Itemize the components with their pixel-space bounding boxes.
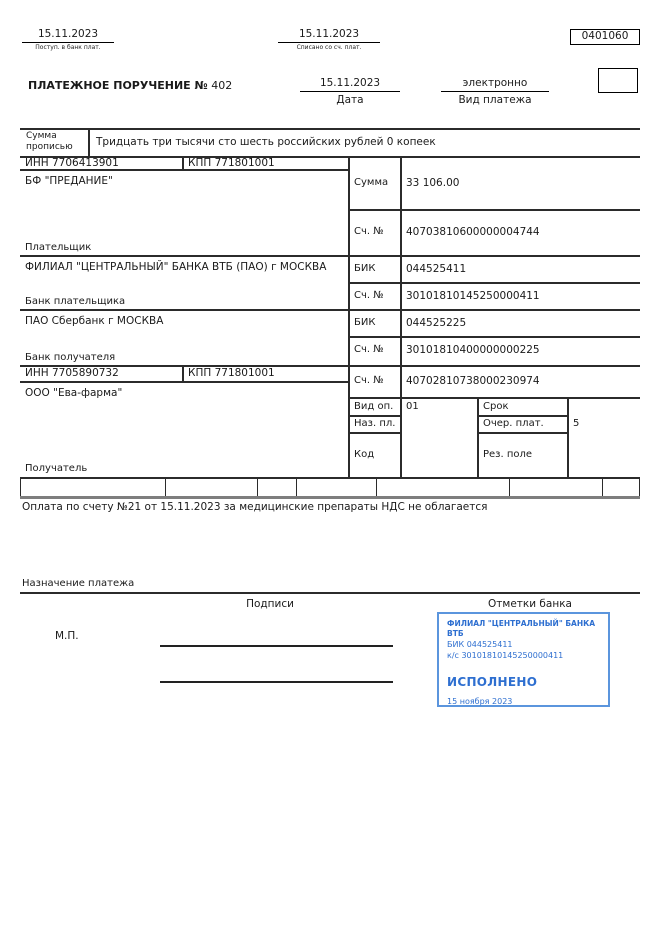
payee-bank-label: Банк получателя [25, 352, 116, 363]
op-type-value: 01 [406, 401, 419, 412]
payee-kpp: КПП 771801001 [188, 367, 275, 379]
stamp-bik: БИК 044525411 [447, 639, 513, 649]
payee-bank-name: ПАО Сбербанк г МОСКВА [25, 315, 164, 327]
line-acc4-bottom [348, 397, 640, 399]
date-received-value: 15.11.2023 [22, 28, 114, 43]
payer-inn: ИНН 7706413901 [25, 157, 119, 169]
code-label: Код [354, 449, 375, 460]
divider-label-value [400, 156, 402, 478]
divider-payee-inn-kpp [182, 365, 184, 382]
document-title [28, 79, 232, 92]
payer-bank-account-label: Сч. № [354, 290, 384, 301]
date-received-label: Поступ. в банк плат. [35, 44, 101, 51]
sum-label: Сумма [354, 177, 389, 188]
form-code-box: 0401060 [570, 29, 640, 45]
pay-name-label: Наз. пл. [354, 418, 396, 429]
payee-bank-bik-label: БИК [354, 317, 376, 328]
payer-kpp: КПП 771801001 [188, 157, 275, 169]
priority-value: 5 [573, 418, 580, 429]
stamp-date: 15 ноября 2023 [447, 696, 513, 706]
stamp-bank-name: ФИЛИАЛ "ЦЕНТРАЛЬНЫЙ" БАНКА ВТБ [447, 619, 596, 638]
line-top [20, 128, 640, 130]
date-debited-block [278, 28, 380, 51]
payment-kind-block [441, 77, 549, 106]
purpose-text: Оплата по счету №21 от 15.11.2023 за медицинские препараты НДС не облагается [22, 501, 488, 513]
tax-cell-1 [20, 478, 166, 496]
tax-cell-6 [510, 478, 603, 496]
divider-grid-1 [477, 397, 479, 478]
seal-label: М.П. [55, 630, 79, 642]
payee-label: Получатель [25, 463, 88, 474]
payer-bank-bik-label: БИК [354, 263, 376, 274]
divider-grid-2 [567, 397, 569, 478]
tax-cell-7 [603, 478, 640, 496]
op-type-label: Вид оп. [354, 401, 394, 412]
line-payer-bank-bottom [20, 309, 640, 311]
payee-name: ООО "Ева-фарма" [25, 387, 123, 399]
payer-name: БФ "ПРЕДАНИЕ" [25, 175, 113, 187]
line-payee-inn-bottom [20, 381, 348, 383]
amount-words-value: Тридцать три тысячи сто шесть российских рублей 0 копеек [96, 136, 436, 148]
date-received-block [22, 28, 114, 51]
divider-payer-inn-kpp [182, 156, 184, 170]
signature-line-2 [160, 681, 393, 683]
line-sum-row-bottom [348, 209, 640, 211]
divider-main [348, 156, 350, 478]
payer-bank-account-value: 30101810145250000411 [406, 290, 540, 302]
payee-bank-account-value: 30101810400000000225 [406, 344, 540, 356]
payer-bank-name: ФИЛИАЛ "ЦЕНТРАЛЬНЫЙ" БАНКА ВТБ (ПАО) г МОСКВА [25, 261, 327, 273]
payee-account-label: Сч. № [354, 375, 384, 386]
line-vidop-bottom [348, 415, 401, 417]
payer-account-value: 40703810600000004744 [406, 226, 540, 238]
stamp-status: ИСПОЛНЕНО [447, 674, 538, 689]
tax-cell-4 [297, 478, 377, 496]
bank-stamp [437, 612, 610, 707]
payee-bank-bik-value: 044525225 [406, 317, 467, 329]
term-label: Срок [483, 401, 509, 412]
payee-account-value: 40702810738000230974 [406, 375, 540, 387]
line-nazpl-bottom [348, 432, 401, 434]
date-debited-value: 15.11.2023 [278, 28, 380, 43]
line-srok-bottom [477, 415, 568, 417]
payee-bank-account-label: Сч. № [354, 344, 384, 355]
amount-words-label: Сумма прописью [26, 131, 73, 152]
sum-value: 33 106.00 [406, 177, 460, 189]
tax-cell-5 [377, 478, 510, 496]
line-bik1-bottom [348, 282, 640, 284]
line-purpose-bottom [20, 592, 640, 594]
priority-label: Очер. плат. [483, 418, 544, 429]
line-strip-bottom [20, 496, 640, 499]
signatures-label: Подписи [246, 598, 294, 610]
line-bik2-bottom [348, 336, 640, 338]
payment-kind-label: Вид платежа [458, 94, 532, 106]
divider-amount-words [88, 128, 90, 156]
doc-date-value: 15.11.2023 [300, 77, 400, 92]
doc-date-label: Дата [336, 94, 364, 106]
status-code-box [598, 68, 638, 93]
bank-marks-label: Отметки банка [488, 598, 572, 610]
payer-bank-bik-value: 044525411 [406, 263, 467, 275]
stamp-corr-account: к/с 30101810145250000411 [447, 651, 564, 661]
date-debited-label: Списано со сч. плат. [296, 44, 362, 51]
payee-inn: ИНН 7705890732 [25, 367, 119, 379]
payer-bank-label: Банк плательщика [25, 296, 126, 307]
document-title-text: ПЛАТЕЖНОЕ ПОРУЧЕНИЕ № [28, 79, 208, 92]
tax-fields-strip [20, 478, 640, 496]
document-number: 402 [211, 79, 233, 92]
payment-kind-value: электронно [441, 77, 549, 92]
doc-date-block [300, 77, 400, 106]
tax-cell-3 [258, 478, 297, 496]
tax-cell-2 [166, 478, 258, 496]
purpose-label: Назначение платежа [22, 578, 135, 589]
signature-line-1 [160, 645, 393, 647]
line-payer-bottom [20, 255, 640, 257]
payer-account-label: Сч. № [354, 226, 384, 237]
payer-label: Плательщик [25, 242, 92, 253]
line-ocher-bottom [477, 432, 568, 434]
reserve-label: Рез. поле [483, 449, 533, 460]
